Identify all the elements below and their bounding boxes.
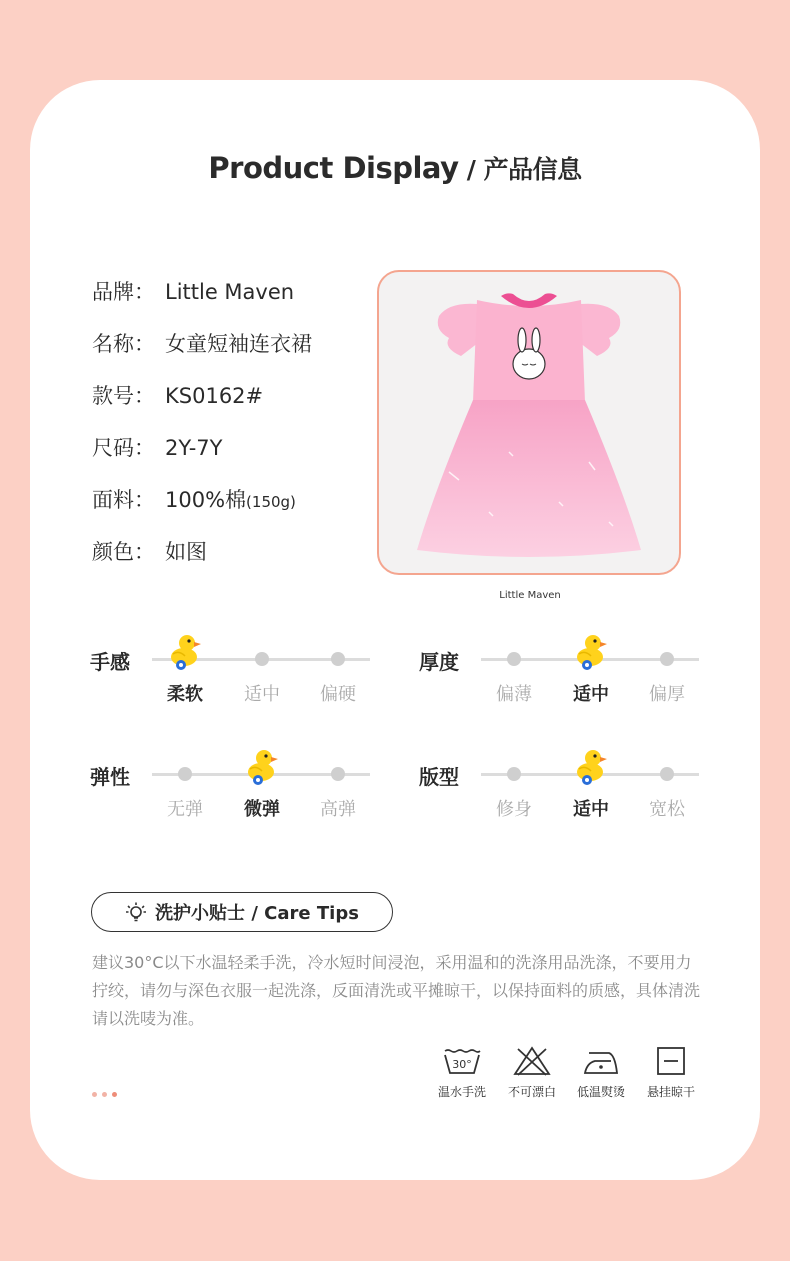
care-hang-dry [636, 1045, 706, 1100]
spec-key: 尺码： [92, 436, 155, 460]
scale-option-label: 微弹 [244, 799, 280, 820]
spec-value: Little Maven [165, 280, 295, 304]
scale-option-label: 无弹 [167, 799, 203, 820]
dress-illustration [379, 272, 679, 573]
care-instructions: 建议30°C以下水温轻柔手洗，冷水短时间浸泡，采用温和的洗涤用品洗涤，不要用力拧绞，请勿与深色衣服一起洗涤，反面清洗或平摊晾干，以保持面料的质感，具体清洗请以洗唛为准。 [92, 953, 701, 1028]
care-tips-pill [91, 892, 393, 932]
duck-marker-icon [573, 632, 609, 670]
spec-size [92, 432, 222, 462]
scale-name: 版型 [419, 765, 459, 789]
scale-option-label: 适中 [244, 684, 280, 705]
product-photo [377, 270, 681, 575]
scale-dot [660, 767, 674, 781]
spec-key: 款号： [92, 384, 155, 408]
care-icon-label: 悬挂晾干 [646, 1085, 695, 1099]
spec-value: KS0162# [165, 384, 264, 408]
spec-key: 品牌： [92, 280, 155, 304]
scale-option-label: 适中 [573, 684, 609, 705]
scale-option-label: 适中 [573, 799, 609, 820]
scale-option-label: 修身 [496, 799, 532, 820]
duck-marker-icon [244, 747, 280, 785]
care-no-bleach [497, 1045, 567, 1100]
spec-value: 2Y-7Y [165, 436, 223, 460]
scale-option-label: 偏硬 [320, 684, 356, 705]
care-icon-label: 低温熨烫 [576, 1085, 625, 1099]
duck-marker-icon [167, 632, 203, 670]
scale-option-label: 偏薄 [496, 684, 532, 705]
scale-dot [507, 652, 521, 666]
spec-value: 女童短袖连衣裙 [165, 332, 312, 356]
scale-elasticity [90, 747, 380, 820]
wash-temp: 30° [452, 1058, 472, 1071]
title-sub: 产品信息 [483, 155, 582, 184]
spec-style-no [92, 380, 263, 410]
spec-value: 如图 [165, 540, 207, 564]
scale-dot [331, 652, 345, 666]
care-tips-label: 洗护小贴士 / Care Tips [155, 903, 359, 924]
title-main: Product Display [208, 151, 459, 185]
spec-extra: (150g) [246, 493, 296, 511]
spec-name [92, 328, 312, 358]
spec-key: 颜色： [92, 540, 155, 564]
care-icon-label: 不可漂白 [507, 1085, 556, 1099]
scale-option-label: 宽松 [649, 799, 685, 820]
scale-name: 手感 [90, 650, 130, 674]
scale-option-label: 偏厚 [649, 684, 685, 705]
scale-name: 弹性 [90, 765, 130, 789]
scale-hand-feel [90, 632, 380, 705]
scale-dot [660, 652, 674, 666]
photo-caption: Little Maven [499, 590, 561, 601]
lightbulb-icon [125, 901, 147, 923]
spec-value: 100%棉 [165, 488, 247, 512]
care-low-iron [566, 1045, 636, 1100]
care-icon-label: 温水手洗 [437, 1085, 486, 1099]
scale-name: 厚度 [419, 650, 459, 674]
scale-option-label: 柔软 [167, 684, 203, 705]
spec-color [92, 536, 207, 566]
scale-thickness [419, 632, 709, 705]
scale-option-label: 高弹 [320, 799, 356, 820]
hang-dry-icon [651, 1045, 691, 1077]
pager-dots [92, 1092, 117, 1097]
low-iron-icon [581, 1045, 621, 1077]
spec-key: 名称： [92, 332, 155, 356]
page-title [0, 150, 790, 186]
spec-fabric [92, 484, 296, 514]
scale-dot [331, 767, 345, 781]
duck-marker-icon [573, 747, 609, 785]
scale-dot [255, 652, 269, 666]
scale-dot [507, 767, 521, 781]
scale-dot [178, 767, 192, 781]
scale-fit [419, 747, 709, 820]
spec-key: 面料： [92, 488, 155, 512]
hand-wash-30-icon [442, 1045, 482, 1077]
care-hand-wash [427, 1045, 497, 1100]
spec-brand [92, 276, 294, 306]
no-bleach-icon [512, 1045, 552, 1077]
title-separator: / [458, 155, 484, 184]
